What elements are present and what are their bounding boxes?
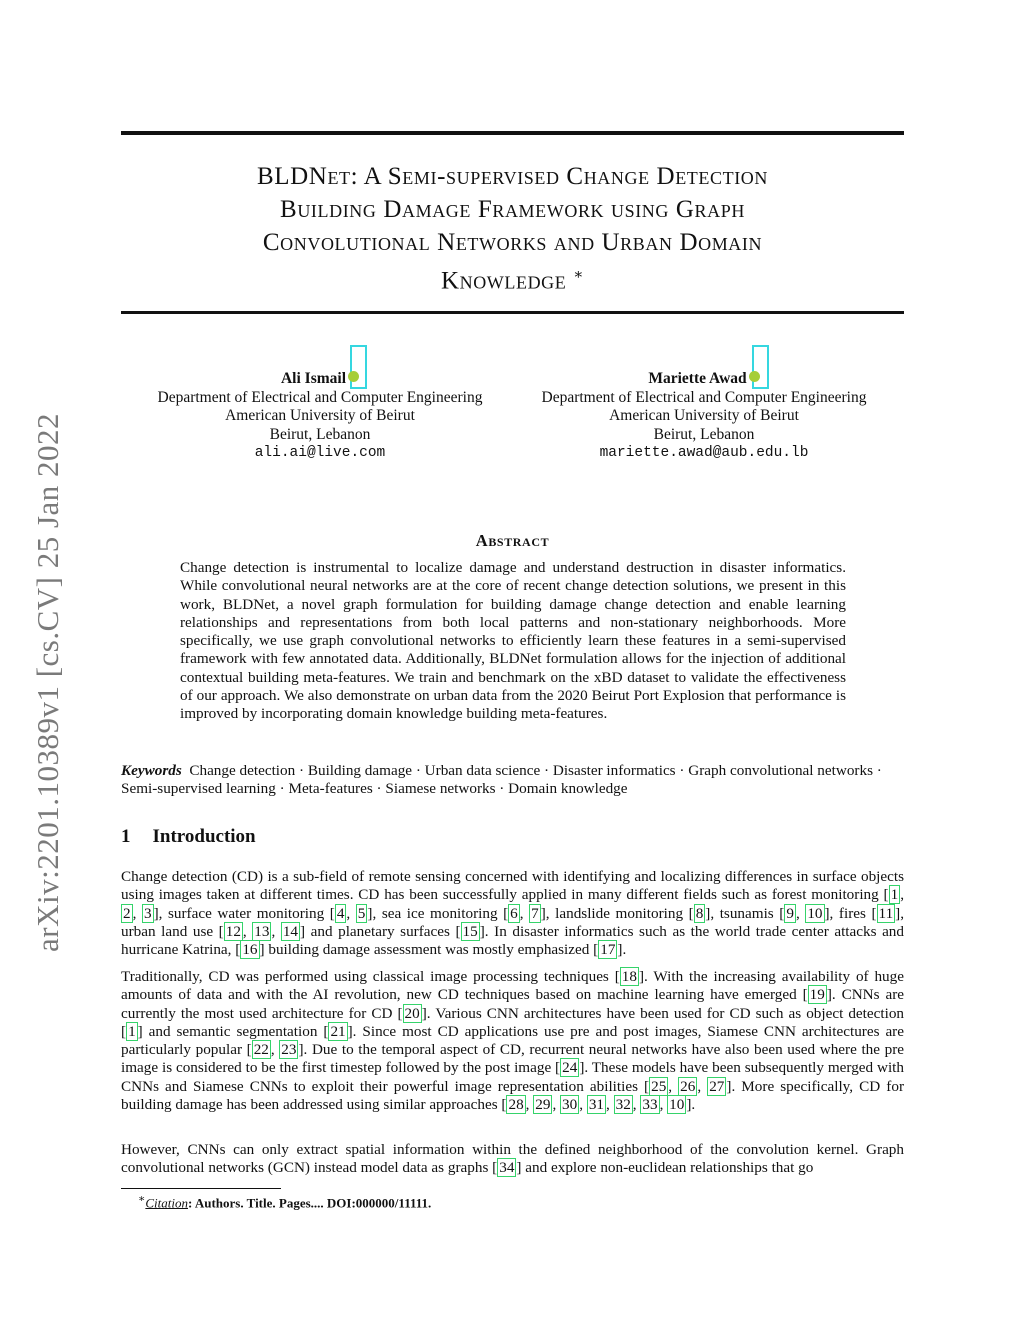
- citation-link[interactable]: 22: [253, 1041, 269, 1059]
- arxiv-identifier-stamp: arXiv:2201.10389v1 [cs.CV] 25 Jan 2022: [30, 412, 65, 952]
- author-location: Beirut, Lebanon: [653, 425, 755, 443]
- citation-link[interactable]: 24: [562, 1059, 578, 1077]
- section-heading: [121, 826, 256, 848]
- abstract-heading: Abstract: [475, 531, 550, 550]
- footnote-label: Citation: [145, 1195, 188, 1211]
- title-line-1: BLDNet: A Semi-supervised Change Detection: [257, 163, 768, 190]
- citation-link[interactable]: 20: [404, 1004, 420, 1022]
- citation-link[interactable]: 27: [709, 1077, 725, 1095]
- citation-link[interactable]: 15: [462, 922, 478, 940]
- citation-link[interactable]: 28: [508, 1096, 524, 1114]
- orcid-icon[interactable]: [348, 371, 359, 382]
- title-top-rule: [121, 131, 904, 135]
- footnote-rule: [121, 1188, 281, 1189]
- citation-link[interactable]: 4: [336, 904, 345, 922]
- paper-title: [121, 160, 904, 297]
- author-name: Ali Ismail: [280, 370, 347, 387]
- keywords-label: Keywords: [121, 762, 182, 779]
- citation-link[interactable]: 6: [510, 904, 518, 922]
- citation-link[interactable]: 26: [680, 1077, 696, 1095]
- author-name: Mariette Awad: [648, 370, 747, 387]
- author-block-2: [504, 370, 904, 463]
- footnote: [138, 1192, 431, 1211]
- citation-link[interactable]: 2: [123, 904, 131, 922]
- citation-link[interactable]: 11: [878, 904, 894, 922]
- title-footnote-mark: ∗: [573, 267, 585, 283]
- title-line-3: Convolutional Networks and Urban Domain: [262, 229, 763, 256]
- title-line-2: Building Damage Framework using Graph: [280, 196, 745, 223]
- citation-link[interactable]: 21: [330, 1022, 346, 1040]
- citation-link[interactable]: 1: [890, 886, 899, 904]
- orcid-icon[interactable]: [749, 371, 760, 382]
- author-university: American University of Beirut: [225, 407, 415, 424]
- citation-link[interactable]: 10: [807, 904, 823, 922]
- citation-link[interactable]: 5: [357, 904, 366, 922]
- abstract-text: Change detection is instrumental to localize damage and understand destruction in disaster informatics. While convolutional neural networks are at the core of recent change detection solutions, we present in this work, BLDNet, a novel graph formulation for building damage change detection and enable learning relationships and representations from both local patterns and non-stationary neighborhoods. More specifically, we use graph convolutional networks to efficiently learn these features in a semi-supervised framework with few annotated data. Additionally, BLDNet formulation allows for the injection of additional contextual building meta-features. We train and benchmark on the xBD dataset to validate the effectiveness of our approach. We also demonstrate on urban data from the 2020 Beirut Port Explosion that performance is improved by incorporating domain knowledge building meta-features.: [180, 559, 846, 723]
- citation-link[interactable]: 14: [282, 922, 298, 940]
- section-number: 1: [121, 826, 131, 847]
- intro-paragraph-3: However, CNNs can only extract spatial information within the defined neighborhood of the convolution kernel. Graph convolutional networks (GCN) instead model data as graphs [ 34 ] and explore non-euclidean relationships that go: [121, 1141, 904, 1177]
- citation-link[interactable]: 1: [128, 1022, 136, 1040]
- footnote-mark: ∗: [138, 1193, 146, 1205]
- citation-link[interactable]: 33: [642, 1096, 658, 1114]
- author-email[interactable]: mariette.awad@aub.edu.lb: [599, 445, 809, 461]
- citation-link[interactable]: 29: [535, 1096, 551, 1114]
- citation-link[interactable]: 32: [615, 1096, 631, 1114]
- author-block-1: [120, 370, 520, 463]
- intro-paragraph-2: Traditionally, CD was performed using classical image processing techniques [ 18 ]. With the increasing availability of huge amounts of data and with the AI revolution, new CD techniques based on machine learning have emerged [ 19 ]. CNNs are currently the most used architecture for CD [ 20 ]. Various CNN architectures have been used for CD such as object detection [ 1 ] and semantic segmentation [ 21 ]. Since most CD applications use pre and post images, Siamese CNN architectures are particularly popular [ 22 , 23 ]. Due to the temporal aspect of CD, recurrent neural networks have also been used where the pre image is considered to be the first timestep followed by the post image [ 24 ]. These models have been subsequently merged with CNNs and Siamese CNNs to exploit their powerful image representation abilities [ 25 , 26 , 27 ]. More specifically, CD for building damage has been addressed using similar approaches [ 28 , 29 , 30 , 31 , 32 , 33 , 10 ].: [121, 968, 905, 1114]
- citation-link[interactable]: 34: [499, 1159, 515, 1177]
- citation-link[interactable]: 19: [809, 986, 825, 1004]
- citation-link[interactable]: 16: [242, 941, 258, 959]
- keywords: [121, 762, 904, 799]
- author-department: Department of Electrical and Computer Engineering: [541, 388, 867, 406]
- citation-link[interactable]: 12: [225, 922, 241, 940]
- citation-link[interactable]: 30: [562, 1096, 578, 1114]
- citation-link[interactable]: 7: [531, 904, 539, 922]
- keywords-text: Change detection · Building damage · Urban data science · Disaster informatics · Graph convolutional networks · Semi-supervised learning · Meta-features · Siamese networks · Domain knowledge: [121, 762, 882, 798]
- intro-paragraph-1: Change detection (CD) is a sub-field of remote sensing concerned with identifying and localizing differences in surface objects using images taken at different times. CD has been successfully applied in many different fields such as forest monitoring [ 1 , 2 , 3 ], surface water monitoring [ 4 , 5 ], sea ice monitoring [ 6 , 7 ], landslide monitoring [ 8 ], tsunamis [ 9 , 10 ], fires [ 11 ], urban land use [ 12 , 13 , 14 ] and planetary surfaces [ 15 ]. In disaster informatics such as the world trade center attacks and hurricane Katrina, [ 16 ] building damage assessment was mostly emphasized [ 17 ].: [121, 868, 905, 959]
- footnote-text: : Authors. Title. Pages.... DOI:000000/11111.: [188, 1195, 432, 1211]
- title-line-4: [121, 259, 904, 297]
- citation-link[interactable]: 3: [143, 904, 152, 922]
- title-bottom-rule: [121, 311, 904, 314]
- author-university: American University of Beirut: [609, 407, 799, 424]
- citation-link[interactable]: 17: [600, 941, 616, 959]
- citation-link[interactable]: 10: [669, 1096, 685, 1114]
- citation-link[interactable]: 23: [281, 1041, 297, 1059]
- citation-link[interactable]: 8: [695, 904, 704, 922]
- title-line-4-text: Knowledge: [440, 267, 567, 295]
- author-department: Department of Electrical and Computer Engineering: [157, 388, 483, 406]
- author-location: Beirut, Lebanon: [269, 425, 371, 443]
- citation-link[interactable]: 31: [588, 1096, 605, 1114]
- section-title: Introduction: [152, 826, 256, 847]
- citation-link[interactable]: 25: [651, 1077, 667, 1095]
- citation-link[interactable]: 9: [786, 904, 794, 922]
- author-email[interactable]: ali.ai@live.com: [254, 445, 386, 461]
- citation-link[interactable]: 18: [621, 968, 637, 985]
- citation-link[interactable]: 13: [254, 922, 270, 940]
